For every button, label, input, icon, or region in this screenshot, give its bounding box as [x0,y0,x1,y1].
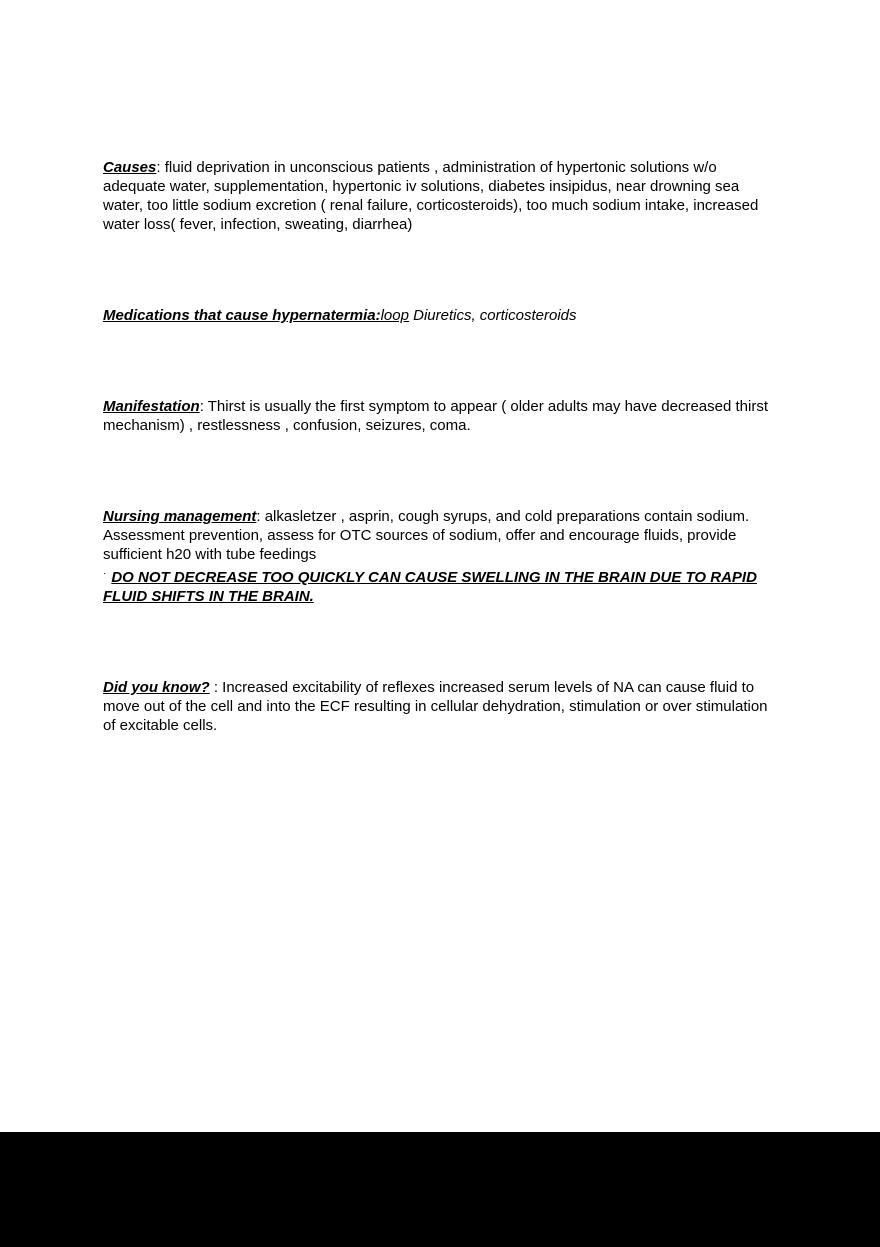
medications-heading: Medications that cause hypernatermia: [103,307,381,324]
nursing-body: : alkasletzer , asprin, cough syrups, and cold preparations contain sodium. Assessment prevention, assess for OTC sources of sodium, offer and encourage fluids, provide sufficient h20 with tube feedings [103,508,750,563]
bullet-icon: · [103,568,107,579]
causes-body: : fluid deprivation in unconscious patients , administration of hypertonic solutions w/o adequate water, supplementation, hypertonic iv solutions, diabetes insipidus, near drowning sea water, too little sodium excretion ( renal failure, corticosteroids), too much sodium intake, increased water loss( fever, infection, sweating, diarrhea) [103,159,759,233]
paragraph-medications [103,306,779,325]
manifestation-body: : Thirst is usually the first symptom to appear ( older adults may have decreased thirst mechanism) , restlessness , confusion, seizures, coma. [103,398,768,434]
causes-heading: Causes [103,159,157,176]
paragraph-did-you-know [103,678,779,735]
nursing-heading: Nursing management [103,508,257,525]
didyouknow-heading: Did you know? [103,679,210,696]
nursing-warning: DO NOT DECREASE TOO QUICKLY CAN CAUSE SWELLING IN THE BRAIN DUE TO RAPID FLUID SHIFTS IN THE BRAIN. [103,569,757,605]
didyouknow-body: : Increased excitability of reflexes increased serum levels of NA can cause fluid to move out of the cell and into the ECF resulting in cellular dehydration, stimulation or over stimulation of excitable cells. [103,679,768,734]
paragraph-causes [103,158,779,234]
paragraph-manifestation [103,397,779,435]
paragraph-nursing-management [103,507,779,606]
manifestation-heading: Manifestation [103,398,200,415]
document-content [103,158,779,807]
medications-rest: Diuretics, corticosteroids [408,307,577,324]
bottom-black-bar [0,1132,880,1247]
medications-loop: loop [380,307,409,324]
